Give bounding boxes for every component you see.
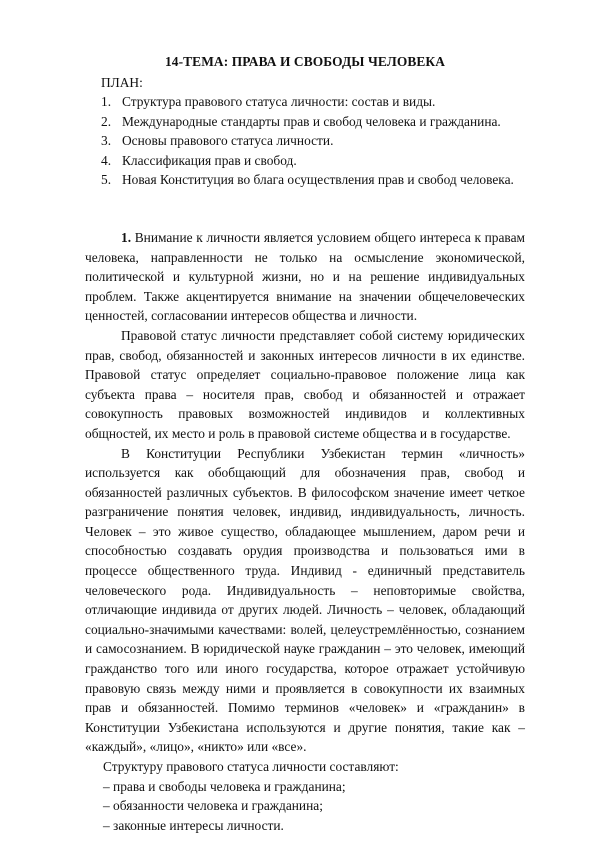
section-number: 1. bbox=[121, 229, 132, 245]
plan-item bbox=[101, 131, 525, 151]
plan-item bbox=[101, 112, 525, 132]
plan-item bbox=[101, 92, 525, 112]
paragraph-text: Внимание к личности является условием общего интереса к правам человека, направленности не только на осмысление экономической, политической и культурной жизни, но и на решение индивидуальных проблем. Также акцентируется внимание на значении общечеловеческих ценностей, согласовании интересов общества и личности. bbox=[85, 229, 525, 324]
plan-list bbox=[85, 92, 525, 190]
plan-item-number: 4. bbox=[101, 152, 112, 168]
plan-item-number: 3. bbox=[101, 133, 112, 149]
plan-item-number: 5. bbox=[101, 172, 112, 188]
structure-list bbox=[85, 777, 525, 836]
paragraph-intro bbox=[85, 228, 525, 326]
plan-item-text: Международные стандарты прав и свобод человека и гражданина. bbox=[122, 113, 501, 129]
section-spacer bbox=[85, 190, 525, 228]
paragraph-constitution: В Конституции Республики Узбекистан термин «личность» используется как обобщающий для обозначения прав, свобод и обязанностей различных субъектов. В философском значение имеет четкое разграничение понятия человек, индивид, индивидуальность, личность. Человек – это живое существо, обладающее мышлением, даром речи и способностью создавать орудия производства и пользоваться ими в процессе общественного труда. Индивид - единичный представитель человеческого рода. Индивидуальность – неповторимые свойства, отличающие индивида от других людей. Личность – человек, обладающий социально-значимыми качествами: волей, целеустремлённостью, сознанием и самосознанием. В юридической науке гражданин – это человек, имеющий гражданство того или иного государства, которое отражает устойчивую правовую связь между ними и проявляется в совокупности их взаимных прав и обязанностей. Помимо терминов «человек» и «гражданин» в Конституции Узбекистана используются и другие понятия, такие как – «каждый», «лицо», «никто» или «все». bbox=[85, 445, 525, 755]
plan-item-number: 2. bbox=[101, 113, 112, 129]
paragraph-legal-status: Правовой статус личности представляет собой систему юридических прав, свобод, обязанностей и законных интересов личности в их единстве. Правовой статус определяет социально-правовое положение лица как субъекта права – носителя прав, свобод и обязанностей и отражает совокупность правовых возможностей индивидов и коллективных общностей, их место и роль в правовой системе общества и в государстве. bbox=[85, 327, 525, 441]
structure-item: – законные интересы личности. bbox=[103, 817, 284, 833]
document-page bbox=[85, 52, 525, 835]
page-title: 14-ТЕМА: ПРАВА И СВОБОДЫ ЧЕЛОВЕКА bbox=[164, 54, 445, 69]
structure-heading: Структуру правового статуса личности составляют: bbox=[103, 759, 399, 774]
plan-item bbox=[101, 151, 525, 171]
plan-item bbox=[101, 170, 525, 190]
plan-item-text: Структура правового статуса личности: состав и виды. bbox=[122, 94, 436, 109]
plan-heading: ПЛАН: bbox=[101, 75, 143, 90]
plan-item-number: 1. bbox=[101, 94, 112, 109]
plan-item-text: Новая Конституция во блага осуществления прав и свобод человека. bbox=[122, 172, 514, 188]
structure-item: – обязанности человека и гражданина; bbox=[103, 798, 323, 814]
plan-item-text: Основы правового статуса личности. bbox=[122, 133, 334, 149]
structure-item: – права и свободы человека и гражданина; bbox=[103, 778, 346, 794]
plan-item-text: Классификация прав и свобод. bbox=[122, 152, 297, 168]
